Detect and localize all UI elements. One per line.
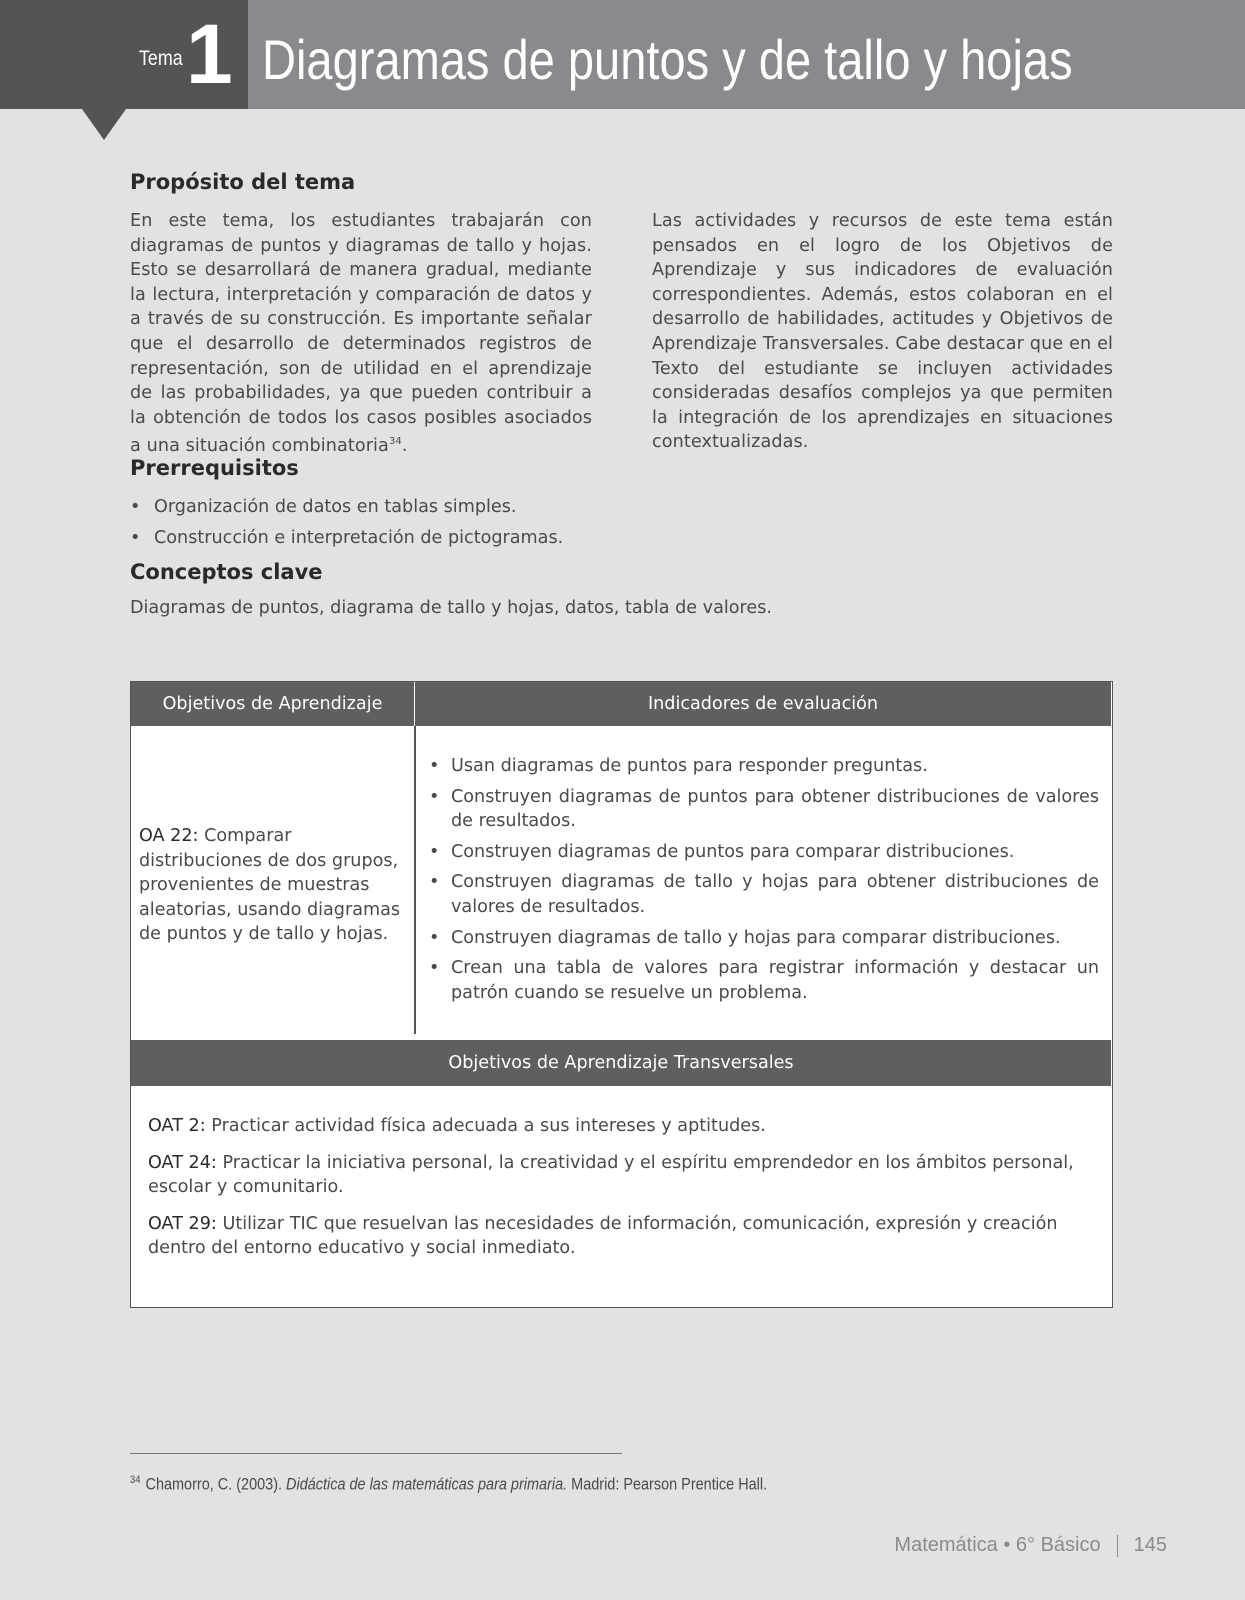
- list-item: • Construyen diagramas de tallo y hojas para comparar distribuciones.: [427, 926, 1099, 951]
- prerequisites-list: [130, 492, 563, 554]
- oat-header: Objetivos de Aprendizaje Transversales: [131, 1040, 1111, 1086]
- oa-cell: OA 22: Comparar distribuciones de dos grupos, provenientes de muestras aleatorias, usando diagramas de puntos y de tallo y hojas.: [139, 826, 401, 945]
- footer-subject: Matemática • 6° Básico: [894, 1534, 1101, 1556]
- list-item: OAT 24: Practicar la iniciativa personal, la creatividad y el espíritu emprendedor en los ámbitos personal, escolar y comunitario.: [148, 1152, 1074, 1198]
- tema-number: 1: [186, 7, 233, 101]
- tema-label: Tema: [139, 47, 183, 70]
- page-number: 145: [1133, 1534, 1167, 1556]
- header-pointer: [82, 109, 126, 140]
- prerequisites-heading: Prerrequisitos: [130, 456, 299, 480]
- indicators-column-header: Indicadores de evaluación: [415, 682, 1111, 726]
- list-item: • Crean una tabla de valores para registrar información y destacar un patrón cuando se resuelve un problema.: [427, 956, 1099, 1005]
- list-item: • Usan diagramas de puntos para responder preguntas.: [427, 754, 1099, 779]
- column-divider: [414, 726, 416, 1034]
- oa-code: OA 22:: [139, 826, 199, 846]
- objectives-table: [130, 681, 1113, 1308]
- footer-separator: [1117, 1535, 1118, 1557]
- footnote-ref: 34: [388, 436, 402, 448]
- list-item: • Construyen diagramas de puntos para comparar distribuciones.: [427, 840, 1099, 865]
- oat-list: [148, 1114, 1088, 1273]
- purpose-column-1: En este tema, los estudiantes trabajarán con diagramas de puntos y diagramas de tallo y hojas. Esto se desarrollará de manera gradual, mediante la lectura, interpretación y comparación de datos y a través de su construcción. Es importante señalar que el desarrollo de determinados registros de representación, son de utilidad en el aprendizaje de las probabilidades, ya que pueden contribuir a la obtención de todos los casos posibles asociados a una situación combinatoria$^{34}$.: [130, 211, 592, 457]
- footnote-divider: [130, 1453, 622, 1454]
- list-item: OAT 29: Utilizar TIC que resuelvan las necesidades de información, comunicación, expresión y creación dentro del entorno educativo y social inmediato.: [148, 1213, 1058, 1259]
- indicators-list: [427, 754, 1099, 1011]
- key-concepts-text: Diagramas de puntos, diagrama de tallo y hojas, datos, tabla de valores.: [130, 598, 772, 618]
- list-item: • Construyen diagramas de tallo y hojas para obtener distribuciones de valores de resultados.: [427, 870, 1099, 919]
- list-item: OAT 2: Practicar actividad física adecuada a sus intereses y aptitudes.: [148, 1116, 766, 1136]
- page-footer: [894, 1534, 1167, 1557]
- list-item: • Construcción e interpretación de pictogramas.: [130, 523, 563, 554]
- list-item: • Construyen diagramas de puntos para obtener distribuciones de valores de resultados.: [427, 785, 1099, 834]
- purpose-heading: Propósito del tema: [130, 170, 356, 194]
- oa-column-header: Objetivos de Aprendizaje: [131, 682, 415, 726]
- list-item: • Organización de datos en tablas simples.: [130, 492, 563, 523]
- key-concepts-heading: Conceptos clave: [130, 560, 323, 584]
- footnote: $^{34}$ Chamorro, C. (2003). Didáctica de las matemáticas para primaria. Madrid: Pearson Prentice Hall.: [130, 1474, 768, 1494]
- page-title: Diagramas de puntos y de tallo y hojas: [262, 28, 1073, 91]
- purpose-column-2: Las actividades y recursos de este tema están pensados en el logro de los Objetivos de Aprendizaje y sus indicadores de evaluación correspondientes. Además, estos colaboran en el desarrollo de habilidades, actitudes y Objetivos de Aprendizaje Transversales. Cabe destacar que en el Texto del estudiante se incluyen actividades consideradas desafíos complejos ya que permiten la integración de los aprendizajes en situaciones contextualizadas.: [652, 211, 1113, 453]
